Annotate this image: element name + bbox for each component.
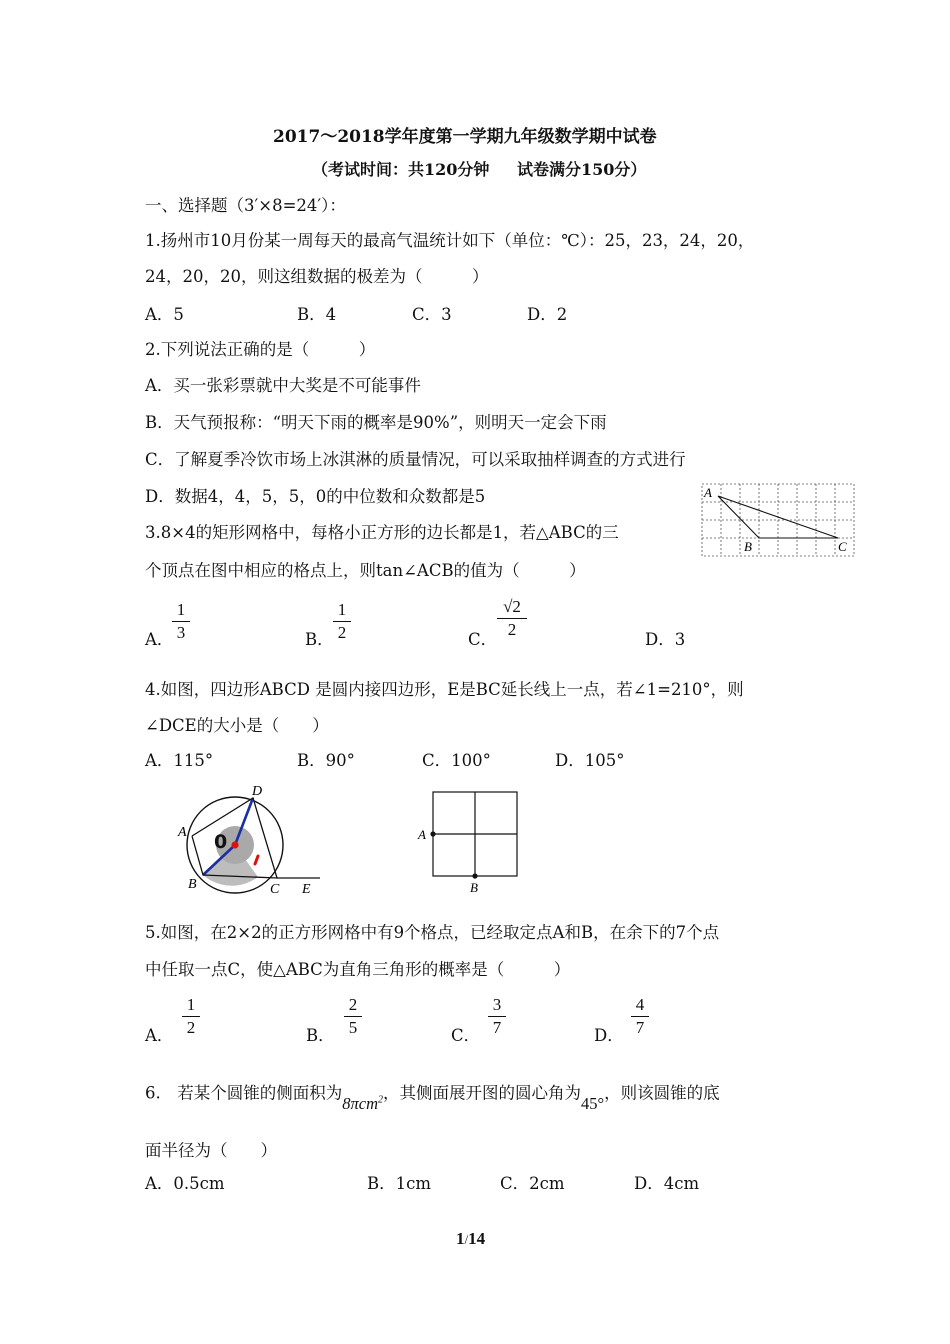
fraction-numerator: 3 [492,995,502,1014]
q3-line2: 个顶点在图中相应的格点上，则tan∠ACB的值为（ ） [145,561,586,580]
q3-option-a-label: A． [145,630,174,649]
q3-grid-figure [700,480,860,560]
q5-line1: 5.如图，在2×2的正方形网格中有9个格点，已经取定点A和B，在余下的7个点 [145,923,720,942]
fraction-denominator: 2 [337,623,347,642]
q6-line2: 面半径为（ ） [145,1141,277,1160]
q5-option-b-label: B． [306,1026,335,1045]
q2-option-b: B．天气预报称：“明天下雨的概率是90%”，则明天一定会下雨 [145,413,607,432]
q4-line1: 4.如图，四边形ABCD 是圆内接四边形，E是BC延长线上一点，若∠1=210°，则 [145,680,744,699]
fraction-numerator: 2 [348,995,358,1014]
exam-time: （考试时间：共120分钟 [312,160,490,179]
q5-option-a-fraction [182,995,200,1038]
fraction-numerator: 4 [635,995,645,1014]
q6-line1 [145,1080,720,1113]
q4-label-c: C [270,882,280,897]
q1-option-b: B．4 [297,305,337,324]
q6-option-a: A．0.5cm [145,1174,225,1193]
fraction-denominator: 3 [176,623,186,642]
q4-option-a: A．115° [145,751,214,770]
q3-option-c-fraction [497,597,527,640]
page-separator: / [464,1232,469,1247]
q4-circle-figure [170,780,330,900]
q6-option-c: C．2cm [500,1174,565,1193]
q5-label-b: B [470,880,478,895]
q1-option-c: C．3 [412,305,452,324]
fraction-denominator: 2 [507,620,517,639]
fraction-denominator: 7 [492,1018,502,1037]
q4-label-center: 0 [214,831,228,853]
q5-option-c-label: C． [451,1026,481,1045]
q6-option-d: D．4cm [634,1174,700,1193]
q6-area: 8πcm$^2$ [342,1093,384,1113]
q2-option-c: C．了解夏季冷饮市场上冰淇淋的质量情况，可以采取抽样调查的方式进行 [145,450,686,469]
q2-stem: 2.下列说法正确的是（ ） [145,340,376,359]
q3-label-b: B [744,539,752,554]
q6-suffix: ，则该圆锥的底 [604,1083,720,1103]
q2-option-d: D．数据4，4，5，5，0的中位数和众数都是5 [145,487,486,506]
q4-label-d: D [252,784,263,799]
q2-option-a: A．买一张彩票就中大奖是不可能事件 [145,376,421,395]
q4-option-d: D．105° [555,751,625,770]
q5-option-c-fraction [488,995,506,1038]
q1-option-a: A．5 [145,305,184,324]
q4-option-b: B．90° [297,751,355,770]
q4-label-b: B [188,877,197,892]
q3-option-b-label: B． [305,630,334,649]
fraction-numerator: 1 [337,600,347,619]
fraction-numerator: 1 [176,600,186,619]
page-title: 2017～2018学年度第一学期九年级数学期中试卷 [273,127,657,147]
q1-line2: 24，20，20，则这组数据的极差为（ ） [145,267,489,286]
q6-middle: ，其侧面展开图的圆心角为 [383,1083,582,1103]
q3-label-a: A [704,485,712,500]
q3-label-c: C [838,539,847,554]
q5-label-a: A [418,827,426,842]
q3-line1: 3.8×4的矩形网格中，每格小正方形的边长都是1，若△ABC的三 [145,523,619,542]
q4-label-e: E [302,882,311,897]
q3-option-b-fraction [333,600,351,643]
q3-option-d: D．3 [645,630,686,649]
q6-prefix: 6. 若某个圆锥的侧面积为 [145,1083,343,1103]
q6-angle: 45° [581,1093,605,1113]
q3-option-a-fraction [172,600,190,643]
q1-option-d: D．2 [527,305,568,324]
q5-option-a-label: A． [145,1026,174,1045]
q5-option-d-fraction [631,995,649,1038]
section-heading: 一、选择题（3′×8=24′）： [145,196,346,215]
q4-option-c: C．100° [422,751,491,770]
page-number [456,1229,485,1250]
q4-line2: ∠DCE的大小是（ ） [145,716,329,735]
fraction-denominator: 5 [348,1018,358,1037]
q5-option-d-label: D． [594,1026,624,1045]
q6-option-b: B．1cm [367,1174,432,1193]
q4-label-a: A [178,825,187,840]
page-total: 14 [468,1229,486,1248]
exam-score: 试卷满分150分） [517,160,647,179]
fraction-denominator: 2 [186,1018,196,1037]
fraction-numerator: √2 [503,597,521,616]
fraction-numerator: 1 [186,995,196,1014]
q5-grid-figure [415,788,525,898]
q3-option-c-label: C． [468,630,498,649]
q5-option-b-fraction [344,995,362,1038]
q1-line1: 1.扬州市10月份某一周每天的最高气温统计如下（单位：℃）：25，23，24，20， [145,231,755,250]
fraction-denominator: 7 [635,1018,645,1037]
q5-line2: 中任取一点C，使△ABC为直角三角形的概率是（ ） [145,960,571,979]
page-current: 1 [456,1229,465,1248]
